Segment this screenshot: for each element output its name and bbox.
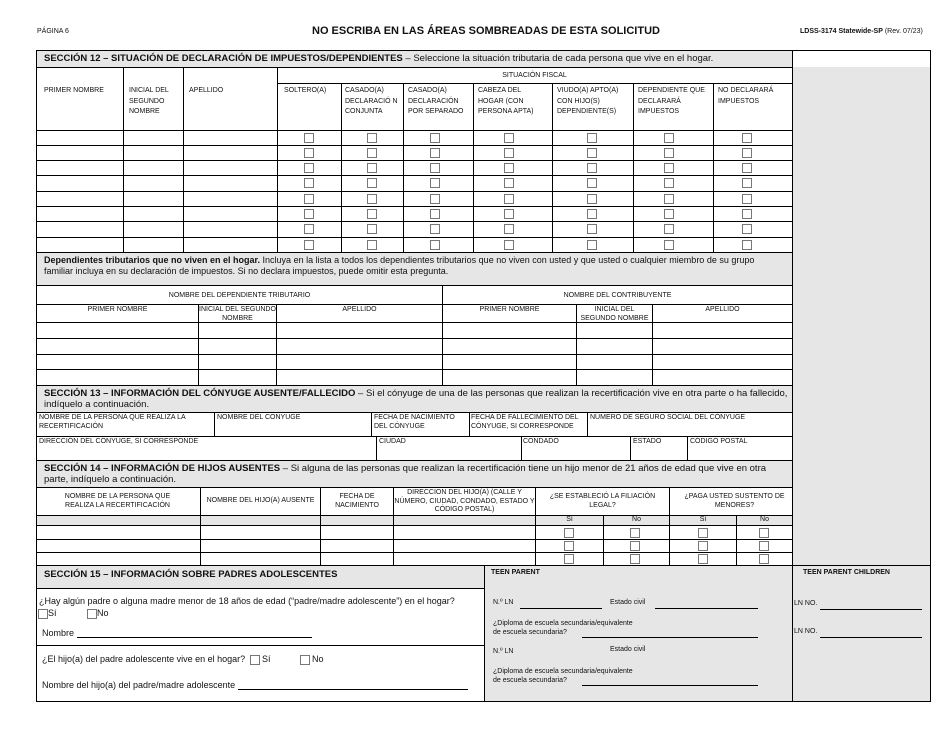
checkbox-hoh-row8[interactable] — [504, 240, 514, 250]
checkbox-nofile-row3[interactable] — [742, 163, 752, 173]
taxpayer-header: NOMBRE DEL CONTRIBUYENTE — [563, 292, 672, 299]
teen-children-label: TEEN PARENT CHILDREN — [803, 569, 890, 576]
checkbox-widow-row2[interactable] — [587, 148, 597, 158]
checkbox-hoh-row3[interactable] — [504, 163, 514, 173]
page-title: NO ESCRIBA EN LAS ÁREAS SOMBREADAS DE ESTA SOLICITUD — [312, 25, 660, 37]
checkbox-widow-row7[interactable] — [587, 224, 597, 234]
s15-title: SECCIÓN 15 – INFORMACIÓN SOBRE PADRES ADOLESCENTES — [44, 569, 338, 580]
field-spouse-city: CIUDAD — [379, 438, 406, 445]
col-child-support: ¿PAGA USTED SUSTENTO DE MENORES? — [684, 493, 785, 509]
tp-first-name: PRIMER NOMBRE — [479, 306, 540, 313]
col-widow: VIUDO(A) APTO(A) CON HIJO(S) DEPENDIENTE(S) — [557, 87, 619, 115]
col-middle-initial: INICIAL DEL SEGUNDO NOMBRE — [129, 87, 169, 115]
checkbox-nofile-row8[interactable] — [742, 240, 752, 250]
dep-first-name: PRIMER NOMBRE — [87, 306, 148, 313]
s12-title-bold: SECCIÓN 12 – SITUACIÓN DE DECLARACIÓN DE IMPUESTOS/DEPENDIENTES — [44, 53, 403, 64]
teen-ln-label-2: N.º LN — [493, 648, 514, 655]
col-last-name: APELLIDO — [189, 87, 224, 94]
s13-title-bold: SECCIÓN 13 – INFORMACIÓN DEL CÓNYUGE AUSENTE/FALLECIDO — [44, 388, 356, 399]
dep-middle-initial: INICIAL DEL SEGUNDO NOMBRE — [199, 306, 276, 322]
checkbox-dependent-row7[interactable] — [664, 224, 674, 234]
form-revision: (Rev. 07/23) — [884, 28, 923, 35]
checkbox-single-row1[interactable] — [304, 133, 314, 143]
paternity-no-row1[interactable] — [630, 528, 640, 538]
shaded-right-column — [792, 67, 931, 565]
checkbox-joint-row2[interactable] — [367, 148, 377, 158]
col-dependent: DEPENDIENTE QUE DECLARARÁ IMPUESTOS — [638, 87, 705, 115]
checkbox-hoh-row1[interactable] — [504, 133, 514, 143]
teen-child-question: ¿El hijo(a) del padre adolescente vive en el hogar? — [42, 654, 246, 664]
teen-diploma-2a: ¿Diploma de escuela secundaria/equivalente — [493, 668, 633, 675]
support-yes-row1[interactable] — [698, 528, 708, 538]
checkbox-nofile-row6[interactable] — [742, 209, 752, 219]
checkbox-single-row5[interactable] — [304, 194, 314, 204]
paternity-yes-row2[interactable] — [564, 541, 574, 551]
checkbox-dependent-row1[interactable] — [664, 133, 674, 143]
teen-ln-label-1: N.º LN — [493, 599, 514, 606]
checkbox-hoh-row5[interactable] — [504, 194, 514, 204]
checkbox-nofile-row4[interactable] — [742, 178, 752, 188]
checkbox-dependent-row2[interactable] — [664, 148, 674, 158]
checkbox-separate-row7[interactable] — [430, 224, 440, 234]
teen-civil-label-1: Estado civil — [610, 599, 646, 606]
teen-diploma-input-1[interactable] — [582, 628, 758, 638]
teen-ln-input-1[interactable] — [520, 599, 602, 609]
paternity-yes-row3[interactable] — [564, 554, 574, 564]
checkbox-widow-row3[interactable] — [587, 163, 597, 173]
field-spouse-zip: CÓDIGO POSTAL — [690, 438, 748, 445]
support-yes-label: Sí — [699, 516, 707, 523]
checkbox-separate-row6[interactable] — [430, 209, 440, 219]
teen-child-yes-checkbox[interactable] — [250, 655, 260, 665]
checkbox-joint-row3[interactable] — [367, 163, 377, 173]
teen-name-label: Nombre — [42, 628, 75, 638]
checkbox-nofile-row5[interactable] — [742, 194, 752, 204]
checkbox-dependent-row4[interactable] — [664, 178, 674, 188]
checkbox-single-row4[interactable] — [304, 178, 314, 188]
checkbox-widow-row5[interactable] — [587, 194, 597, 204]
checkbox-widow-row4[interactable] — [587, 178, 597, 188]
checkbox-single-row8[interactable] — [304, 240, 314, 250]
checkbox-widow-row8[interactable] — [587, 240, 597, 250]
checkbox-separate-row2[interactable] — [430, 148, 440, 158]
col-single: SOLTERO(A) — [284, 87, 327, 94]
col-paternity: ¿SE ESTABLECIÓ LA FILIACIÓN LEGAL? — [549, 493, 656, 509]
checkbox-dependent-row6[interactable] — [664, 209, 674, 219]
teen-yes-checkbox[interactable] — [38, 609, 48, 619]
teen-yes-label: Sí — [48, 608, 57, 618]
paternity-yes-row1[interactable] — [564, 528, 574, 538]
dependents-text: Incluya en la lista a todos los dependientes tributarios que no viven con usted y que usted o cualquier miembro de su grupo familiar incluya en su declaración de impuestos. Si no declara impuestos, puede omitir esta pregunta. — [44, 255, 755, 276]
checkbox-single-row2[interactable] — [304, 148, 314, 158]
checkbox-hoh-row2[interactable] — [504, 148, 514, 158]
checkbox-separate-row8[interactable] — [430, 240, 440, 250]
checkbox-hoh-row4[interactable] — [504, 178, 514, 188]
support-yes-row3[interactable] — [698, 554, 708, 564]
teen-child-yes-label: Sí — [262, 654, 271, 664]
teen-no-label: No — [97, 608, 109, 618]
checkbox-joint-row7[interactable] — [367, 224, 377, 234]
checkbox-widow-row1[interactable] — [587, 133, 597, 143]
col-married-separate: CASADO(A) DECLARACIÓN POR SEPARADO — [408, 87, 464, 115]
checkbox-nofile-row7[interactable] — [742, 224, 752, 234]
teen-diploma-1a: ¿Diploma de escuela secundaria/equivalente — [493, 620, 633, 627]
page-number: PÁGINA 6 — [37, 28, 69, 35]
s14-title-bold: SECCIÓN 14 – INFORMACIÓN DE HIJOS AUSENTES — [44, 463, 281, 474]
checkbox-separate-row1[interactable] — [430, 133, 440, 143]
checkbox-dependent-row8[interactable] — [664, 240, 674, 250]
teen-name-input[interactable] — [77, 628, 312, 638]
child-ln-input-1[interactable] — [820, 600, 922, 610]
checkbox-single-row6[interactable] — [304, 209, 314, 219]
field-spouse-dod: FECHA DE FALLECIMIENTO DEL CÓNYUGE, SI CORRESPONDE — [471, 414, 579, 430]
checkbox-separate-row4[interactable] — [430, 178, 440, 188]
support-no-label: No — [760, 516, 769, 523]
paternity-no-row3[interactable] — [630, 554, 640, 564]
field-spouse-name: NOMBRE DEL CONYUGE — [217, 414, 301, 421]
teen-diploma-1b: de escuela secundaria? — [493, 629, 567, 636]
teen-diploma-input-2[interactable] — [582, 676, 758, 686]
checkbox-dependent-row3[interactable] — [664, 163, 674, 173]
teen-no-checkbox[interactable] — [87, 609, 97, 619]
child-ln-label-1: LN NO. — [794, 600, 818, 607]
col-child-dob: FECHA DE NACIMIENTO — [335, 493, 379, 509]
checkbox-single-row3[interactable] — [304, 163, 314, 173]
form-code — [800, 28, 923, 35]
teen-child-no-label: No — [312, 654, 324, 664]
support-no-row3[interactable] — [759, 554, 769, 564]
teen-name-row — [42, 628, 312, 638]
child-ln-label-2: LN NO. — [794, 628, 818, 635]
field-spouse-address: DIRECCIÓN DEL CÓNYUGE, SI CORRESPONDE — [39, 438, 199, 445]
child-ln-input-2[interactable] — [820, 628, 922, 638]
teen-question: ¿Hay algún padre o alguna madre menor de 18 años de edad (“padre/madre adolescente”) en el hogar? — [39, 596, 455, 606]
dep-last-name: APELLIDO — [342, 306, 377, 313]
teen-child-no-checkbox[interactable] — [300, 655, 310, 665]
col-child-address: DIRECCION DEL HIJO(A) (CALLE Y NÚMERO, CIUDAD, CONDADO, ESTADO Y CÓDIGO POSTAL) — [394, 489, 535, 513]
checkbox-hoh-row6[interactable] — [504, 209, 514, 219]
teen-civil-input-1[interactable] — [655, 599, 758, 609]
support-no-row1[interactable] — [759, 528, 769, 538]
s12-group-header: SITUACIÓN FISCAL — [502, 72, 567, 79]
teen-civil-label-2: Estado civil — [610, 646, 646, 653]
teen-child-name-label: Nombre del hijo(a) del padre/madre adolescente — [42, 680, 236, 690]
dep-name-header: NOMBRE DEL DEPENDIENTE TRIBUTARIO — [168, 292, 311, 299]
col-head-of-household: CABEZA DEL HOGAR (CON PERSONA APTA) — [478, 87, 534, 115]
checkbox-nofile-row2[interactable] — [742, 148, 752, 158]
field-spouse-state: ESTADO — [633, 438, 662, 445]
s12-title — [44, 53, 713, 64]
form-code-id: LDSS-3174 Statewide-SP — [800, 28, 883, 35]
checkbox-joint-row4[interactable] — [367, 178, 377, 188]
dependents-bold: Dependientes tributarios que no viven en el hogar. — [44, 255, 261, 265]
tp-last-name: APELLIDO — [705, 306, 740, 313]
checkbox-nofile-row1[interactable] — [742, 133, 752, 143]
s13-title — [44, 388, 789, 410]
col-married-joint: CASADO(A) DECLARACIÓ N CONJUNTA — [345, 87, 398, 115]
paternity-no-label: No — [632, 516, 641, 523]
paternity-yes-label: Sí — [566, 516, 573, 523]
col-no-file: NO DECLARARÁ IMPUESTOS — [718, 87, 774, 105]
checkbox-joint-row6[interactable] — [367, 209, 377, 219]
checkbox-single-row7[interactable] — [304, 224, 314, 234]
checkbox-separate-row3[interactable] — [430, 163, 440, 173]
checkbox-dependent-row5[interactable] — [664, 194, 674, 204]
checkbox-joint-row1[interactable] — [367, 133, 377, 143]
tp-middle-initial: INICIAL DEL SEGUNDO NOMBRE — [580, 306, 649, 322]
dependents-instruction — [44, 255, 784, 277]
teen-diploma-2b: de escuela secundaria? — [493, 677, 567, 684]
field-recert-person: NOMBRE DE LA PERSONA QUE REALIZA LA RECERTIFICACIÓN — [39, 414, 186, 430]
support-yes-row2[interactable] — [698, 541, 708, 551]
field-spouse-county: CONDADO — [523, 438, 559, 445]
teen-child-name-input[interactable] — [238, 680, 468, 690]
checkbox-separate-row5[interactable] — [430, 194, 440, 204]
checkbox-joint-row5[interactable] — [367, 194, 377, 204]
s12-instruction: – Seleccione la situación tributaria de cada persona que vive en el hogar. — [402, 53, 714, 64]
checkbox-widow-row6[interactable] — [587, 209, 597, 219]
col-absent-child: NOMBRE DEL HIJO(A) AUSENTE — [206, 497, 315, 504]
col-first-name: PRIMER NOMBRE — [44, 87, 104, 94]
support-no-row2[interactable] — [759, 541, 769, 551]
teen-parent-label: TEEN PARENT — [491, 569, 540, 576]
col-recert-person: NOMBRE DE LA PERSONA QUE REALIZA LA RECERTIFICACIÓN — [64, 493, 171, 509]
field-spouse-ssn: NÚMERO DE SEGURO SOCIAL DEL CÓNYUGE — [590, 414, 746, 421]
s13-text: – Si el cónyuge de una de las personas que realizan la recertificación vive en otra parte o ha fallecido, indíquelo a continuación. — [44, 388, 788, 410]
paternity-no-row2[interactable] — [630, 541, 640, 551]
checkbox-hoh-row7[interactable] — [504, 224, 514, 234]
checkbox-joint-row8[interactable] — [367, 240, 377, 250]
s14-title — [44, 463, 789, 485]
field-spouse-dob: FECHA DE NACIMIENTO DEL CÓNYUGE — [374, 414, 455, 430]
teen-child-name-row — [42, 680, 468, 690]
s14-text: – Si alguna de las personas que realizan la recertificación tiene un hijo menor de 21 años de edad que vive en otra parte, indíquelo a continuación. — [44, 463, 767, 485]
